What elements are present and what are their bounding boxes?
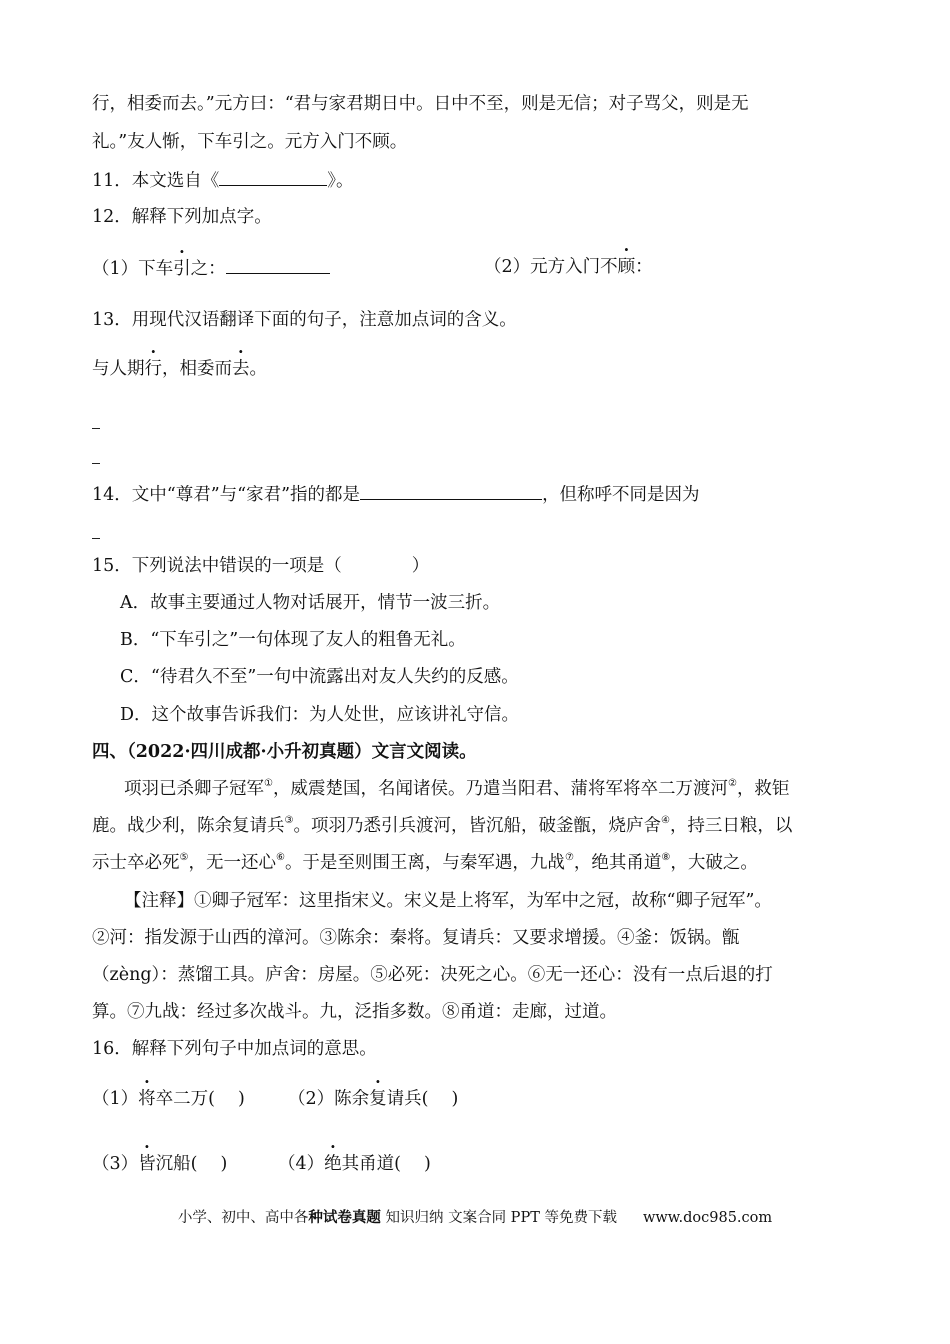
question-11 bbox=[92, 167, 354, 193]
passage-text: 。项羽乃悉引兵渡河，皆沉船，破釜甑，烧庐舍 bbox=[293, 816, 661, 836]
section-heading: 四、（2022·四川成都·小升初真题）文言文阅读。 bbox=[92, 742, 477, 762]
question-12-item-1 bbox=[92, 255, 330, 281]
passage-line bbox=[92, 814, 792, 838]
question-13-title: 13．用现代汉语翻译下面的句子，注意加点词的含义。 bbox=[92, 310, 517, 330]
passage-line: 礼。”友人惭，下车引之。元方入门不顾。 bbox=[92, 132, 408, 152]
footer-text: 小学、初中、高中各 bbox=[177, 1210, 309, 1226]
item-text: 之： bbox=[190, 259, 226, 279]
footer-link[interactable]: www.doc985.com bbox=[642, 1210, 773, 1226]
question-15-title: 15．下列说法中错误的一项是（ ） bbox=[92, 556, 430, 576]
passage-text: 鹿。战少利，陈余复请兵 bbox=[92, 816, 285, 836]
question-13-sentence bbox=[92, 357, 267, 381]
dotted-char: 引 bbox=[173, 259, 191, 279]
question-16-title: 16．解释下列句子中加点词的意思。 bbox=[92, 1039, 377, 1059]
option-a[interactable]: A．故事主要通过人物对话展开，情节一波三折。 bbox=[120, 593, 501, 613]
dotted-char: 绝 bbox=[324, 1154, 342, 1174]
answer-line[interactable] bbox=[92, 463, 100, 464]
question-16-item-4 bbox=[278, 1152, 431, 1176]
passage-line bbox=[92, 851, 758, 875]
question-16-item-1 bbox=[92, 1087, 245, 1111]
notes-line: （zèng）：蒸馏工具。庐舍：房屋。⑤必死：决死之心。⑥无一还心：没有一点后退的打 bbox=[92, 965, 773, 985]
footnote-mark: ② bbox=[727, 778, 737, 789]
passage-text: ，威震楚国，名闻诸侯。乃遣当阳君、蒲将军将卒二万渡河 bbox=[272, 779, 728, 799]
item-text: （1）下车 bbox=[92, 259, 174, 279]
dotted-char: 去 bbox=[232, 359, 250, 379]
footnote-mark: ⑤ bbox=[179, 852, 189, 863]
answer-line[interactable] bbox=[92, 428, 100, 429]
dotted-char: 行 bbox=[144, 359, 162, 379]
passage-text: 。于是至则围王离，与秦军遇，九战 bbox=[284, 853, 565, 873]
passage-text: ，持三日粮，以 bbox=[669, 816, 793, 836]
passage-text: ，无一还心 bbox=[188, 853, 276, 873]
option-c[interactable]: C．“待君久不至”一句中流露出对友人失约的反感。 bbox=[120, 667, 519, 687]
dotted-char: 复 bbox=[369, 1089, 387, 1109]
footnote-mark: ③ bbox=[284, 815, 294, 826]
passage-text: ，大破之。 bbox=[670, 853, 758, 873]
item-text: （2）元方入门不 bbox=[484, 257, 618, 277]
notes-line: 【注释】①卿子冠军：这里指宋义。宋义是上将军，为军中之冠，故称“卿子冠军”。 bbox=[124, 891, 772, 911]
notes-line: 算。⑦九战：经过多次战斗。九，泛指多数。⑧甬道：走廊，过道。 bbox=[92, 1002, 617, 1022]
item-text: （3） bbox=[92, 1154, 139, 1174]
item-text: （4） bbox=[278, 1154, 325, 1174]
footer-text-bold: 种试卷真题 bbox=[308, 1209, 381, 1226]
page-footer bbox=[0, 1206, 950, 1227]
footer-text: 文案合同 PPT 等免费下载 bbox=[448, 1210, 617, 1226]
sentence-text: 。 bbox=[249, 359, 267, 379]
answer-blank[interactable] bbox=[360, 481, 542, 500]
footnote-mark: ⑥ bbox=[275, 852, 285, 863]
answer-blank[interactable] bbox=[226, 255, 330, 274]
sentence-text: 与人期 bbox=[92, 359, 145, 379]
passage-text: 示士卒必死 bbox=[92, 853, 180, 873]
item-text: 卒二万( ) bbox=[155, 1089, 245, 1109]
item-text: （1） bbox=[92, 1089, 139, 1109]
question-11-close: 》。 bbox=[327, 171, 354, 191]
item-text: ： bbox=[635, 257, 653, 277]
passage-text: ，救钜 bbox=[736, 779, 790, 799]
footer-text: 知识归纳 bbox=[380, 1210, 449, 1226]
option-b[interactable]: B．“下车引之”一句体现了友人的粗鲁无礼。 bbox=[120, 630, 466, 650]
sentence-text: ，相委而 bbox=[162, 359, 232, 379]
dotted-char: 顾 bbox=[617, 257, 636, 277]
question-14-text: ，但称呼不同是因为 bbox=[542, 485, 700, 505]
passage-line: 行，相委而去。”元方曰：“君与家君期日中。日中不至，则是无信；对子骂父，则是无 bbox=[92, 94, 749, 114]
passage-text: 项羽已杀卿子冠军 bbox=[124, 779, 264, 799]
footnote-mark: ① bbox=[264, 778, 273, 789]
dotted-char: 皆 bbox=[138, 1154, 156, 1174]
question-11-text: 11．本文选自《 bbox=[92, 171, 220, 191]
item-text: （2）陈余 bbox=[288, 1089, 370, 1109]
notes-line: ②河：指发源于山西的漳河。③陈余：秦将。复请兵：又要求增援。④釜：饭锅。甑 bbox=[92, 928, 740, 948]
passage-line bbox=[124, 777, 789, 801]
dotted-char: 将 bbox=[138, 1089, 156, 1109]
question-12-title: 12．解释下列加点字。 bbox=[92, 207, 272, 227]
option-d[interactable]: D．这个故事告诉我们：为人处世，应该讲礼守信。 bbox=[120, 705, 520, 725]
footnote-mark: ⑧ bbox=[661, 852, 671, 863]
answer-blank[interactable] bbox=[219, 167, 327, 186]
item-text: 其甬道( ) bbox=[341, 1154, 431, 1174]
question-12-item-2 bbox=[484, 255, 653, 279]
item-text: 请兵( ) bbox=[386, 1089, 459, 1109]
question-16-item-3 bbox=[92, 1152, 227, 1176]
passage-text: ，绝其甬道 bbox=[573, 853, 662, 873]
question-14-text: 14．文中“尊君”与“家君”指的都是 bbox=[92, 485, 361, 505]
item-text: 沉船( ) bbox=[155, 1154, 228, 1174]
footnote-mark: ④ bbox=[660, 815, 670, 826]
question-16-item-2 bbox=[288, 1087, 458, 1111]
answer-line[interactable] bbox=[92, 538, 100, 539]
footnote-mark: ⑦ bbox=[564, 852, 574, 863]
question-14 bbox=[92, 481, 700, 507]
